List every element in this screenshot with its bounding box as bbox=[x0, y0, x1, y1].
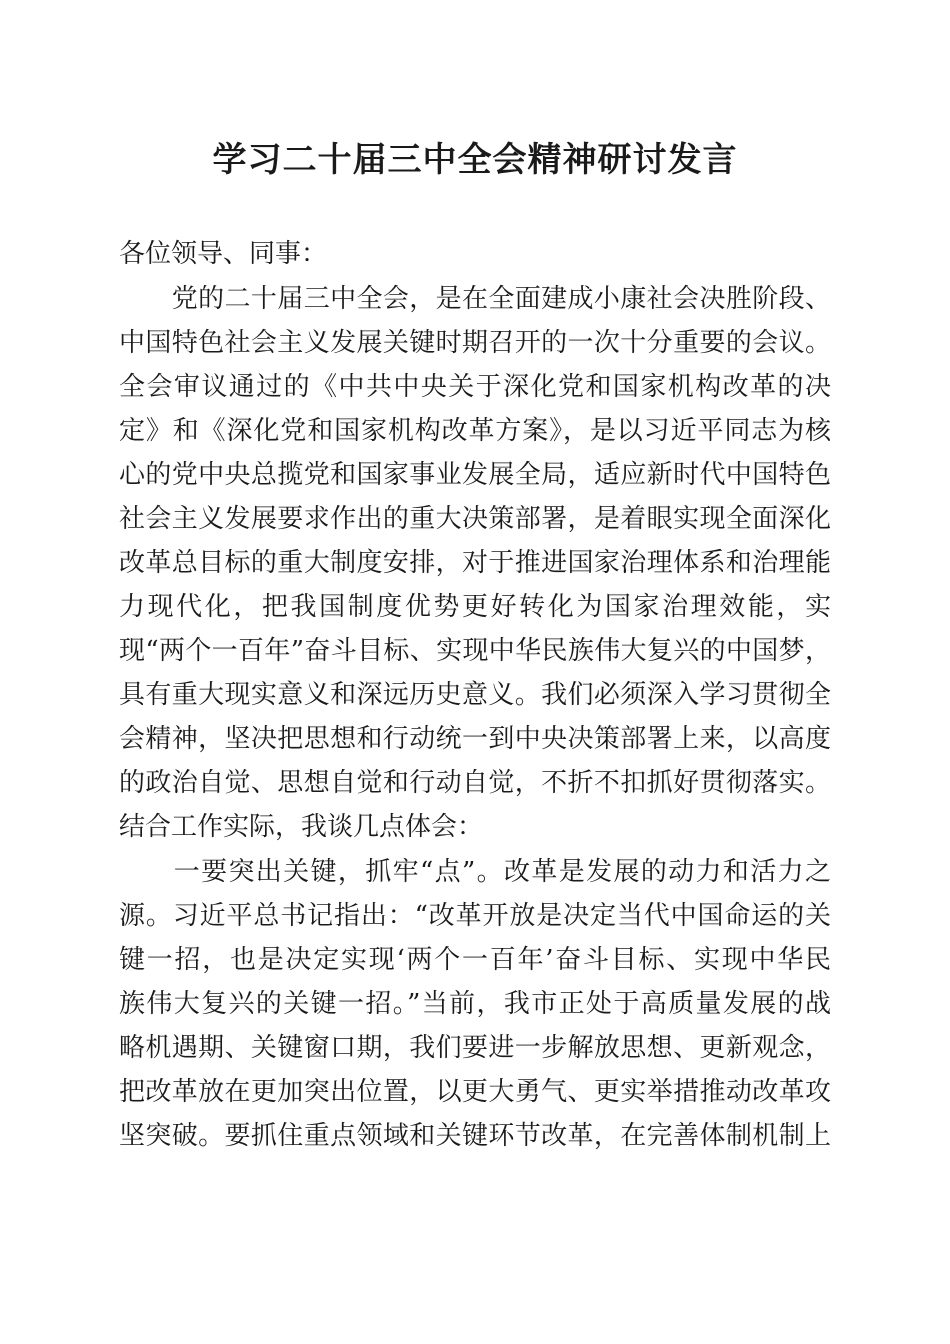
body-line-16: 键一招，也是决定实现‘两个一百年’奋斗目标、实现中华民 bbox=[119, 945, 831, 975]
body-line-1: 党的二十届三中全会，是在全面建成小康社会决胜阶段、 bbox=[119, 284, 831, 314]
salutation-line: 各位领导、同事： bbox=[119, 239, 328, 269]
body-line-6: 社会主义发展要求作出的重大决策部署，是着眼实现全面深化 bbox=[119, 504, 831, 534]
body-line-10: 具有重大现实意义和深远历史意义。我们必须深入学习贯彻全 bbox=[119, 680, 831, 710]
body-line-9: 现“两个一百年”奋斗目标、实现中华民族伟大复兴的中国梦， bbox=[119, 636, 831, 666]
body-line-7: 改革总目标的重大制度安排，对于推进国家治理体系和治理能 bbox=[119, 548, 831, 578]
body-line-3: 全会审议通过的《中共中央关于深化党和国家机构改革的决 bbox=[119, 372, 831, 402]
body-line-17: 族伟大复兴的关键一招。”当前，我市正处于高质量发展的战 bbox=[119, 989, 831, 1019]
body-line-11: 会精神，坚决把思想和行动统一到中央决策部署上来，以高度 bbox=[119, 724, 831, 754]
body-line-2: 中国特色社会主义发展关键时期召开的一次十分重要的会议。 bbox=[119, 328, 831, 358]
body-line-14: 一要突出关键，抓牢“点”。改革是发展的动力和活力之 bbox=[119, 857, 831, 887]
body-line-20: 坚突破。要抓住重点领域和关键环节改革，在完善体制机制上 bbox=[119, 1121, 831, 1151]
body-line-5: 心的党中央总揽党和国家事业发展全局，适应新时代中国特色 bbox=[119, 460, 831, 490]
body-line-12: 的政治自觉、思想自觉和行动自觉，不折不扣抓好贯彻落实。 bbox=[119, 768, 831, 798]
body-line-19: 把改革放在更加突出位置，以更大勇气、更实举措推动改革攻 bbox=[119, 1077, 831, 1107]
body-line-8: 力现代化，把我国制度优势更好转化为国家治理效能，实 bbox=[119, 592, 831, 622]
document-title: 学习二十届三中全会精神研讨发言 bbox=[212, 140, 738, 180]
body-line-13: 结合工作实际，我谈几点体会： bbox=[119, 812, 484, 842]
body-line-15: 源。习近平总书记指出：“改革开放是决定当代中国命运的关 bbox=[119, 901, 831, 931]
body-line-4: 定》和《深化党和国家机构改革方案》，是以习近平同志为核 bbox=[119, 416, 831, 446]
body-line-18: 略机遇期、关键窗口期，我们要进一步解放思想、更新观念， bbox=[119, 1033, 831, 1063]
